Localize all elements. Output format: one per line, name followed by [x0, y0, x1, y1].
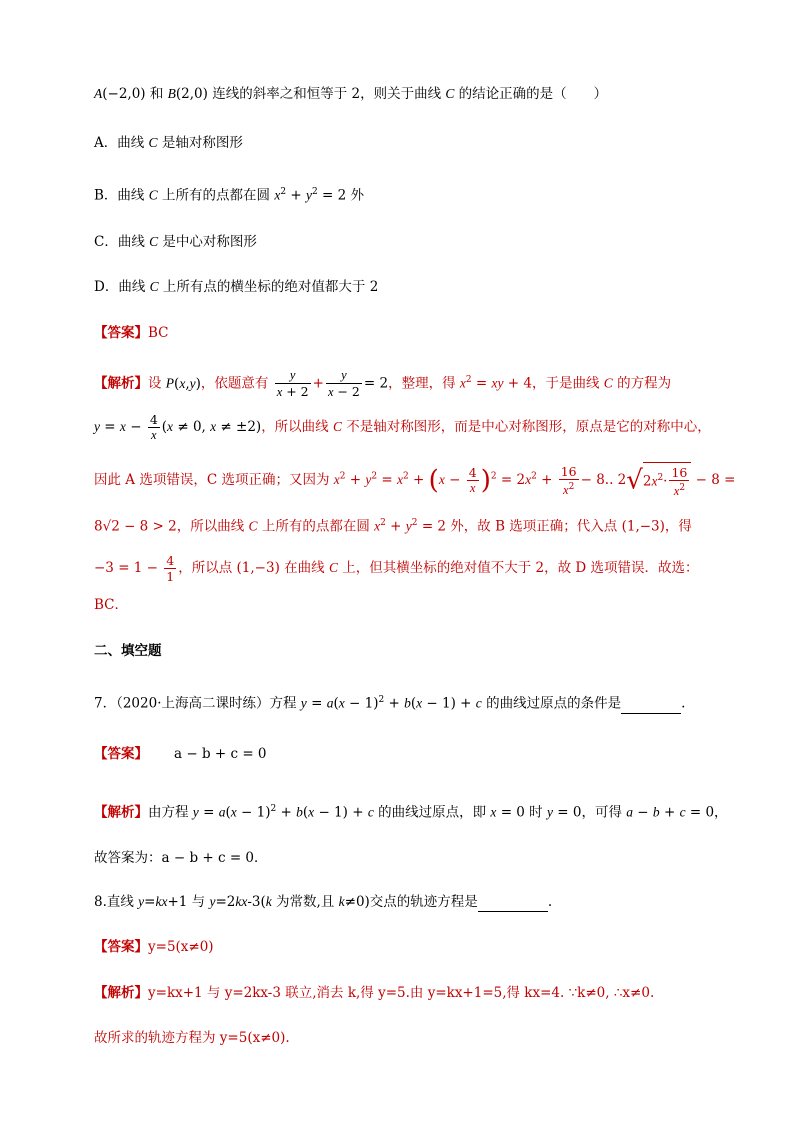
q8-stem: 8.直线 y=kx+1 与 y=2kx-3(k 为常数,且 k≠0)交点的轨迹方程是 . — [94, 894, 553, 910]
q8-blank — [478, 897, 548, 912]
q7-conclusion: 故答案为：a − b + c = 0． — [94, 850, 268, 866]
q6-stem: A(−2,0) 和 B(2,0) 连线的斜率之和恒等于 2，则关于曲线 C 的结论正确的是（ ） — [94, 86, 608, 102]
q7-blank — [621, 699, 681, 714]
q6-analysis-line3: 因此 A 选项错误，C 选项正确；又因为 $x^2 + y^2 = x^2 + (x$ − $\frac{4}{x}$ )$^2 = 2x^2$ + $\frac{16}{x^2}$ − 8.. $2√2x^2\cdot$ $\frac{16}{x^2}$ − 8 = — [94, 463, 736, 499]
q6-analysis-line6: BC． — [94, 597, 129, 613]
section-title: 二、填空题 — [94, 643, 162, 659]
q7-stem: 7．（2020·上海高二课时练）方程 $y = a(x - 1)^2 + b(x - 1) + c$ 的曲线过原点的条件是 . — [94, 695, 686, 712]
q8-analysis: 【解析】y=kx+1 与 y=2kx-3 联立,消去 k,得 y=5.由 y=kx+1=5,得 kx=4. ∵k≠0, ∴x≠0. — [94, 985, 655, 1001]
q6-analysis-line5: −3 = 1 − $\frac{4}{1}$ ，所以点 (1,−3) 在曲线 C 上，但其横坐标的绝对值不大于 2，故 D 选项错误．故选： — [94, 553, 699, 584]
q6-analysis-line1: 【解析】设 P(x,y)，依题意有 $\frac{y}{x + 2}$ + $\frac{y}{x - 2}$ = 2，整理，得 $x^2$ = xy + 4，于是曲线 C 的方程为 — [94, 368, 672, 399]
q6-answer: 【答案】BC — [94, 325, 169, 341]
q6-option-d: D．曲线 C 上所有点的横坐标的绝对值都大于 2 — [94, 279, 379, 295]
q8-conclusion: 故所求的轨迹方程为 y=5(x≠0). — [94, 1030, 290, 1046]
q6-option-b: B．曲线 C 上所有的点都在圆 $x^2 + y^2 = 2$ 外 — [94, 187, 364, 204]
q6-analysis-line2: y = x − $\frac{4}{x}$ (x ≠ 0, x ≠ ±2)，所以曲线 C 不是轴对称图形，而是中心对称图形，原点是它的对称中心， — [94, 412, 711, 442]
q6-analysis-line4: 8√2 − 8 > 2，所以曲线 C 上所有的点都在圆 $x^2 + y^2 = 2$ 外，故 B 选项正确；代入点 (1,−3)，得 — [94, 518, 692, 535]
q8-answer: 【答案】y=5(x≠0) — [94, 939, 214, 955]
q6-option-a: A．曲线 C 是轴对称图形 — [94, 135, 243, 151]
q7-answer: 【答案】 a − b + c = 0 — [94, 746, 267, 762]
q6-option-c: C．曲线 C 是中心对称图形 — [94, 234, 257, 250]
q7-analysis: 【解析】由方程 $y = a(x - 1)^2 + b(x - 1) + c$ 的曲线过原点，即 x = 0 时 y = 0，可得 a − b + c = 0， — [94, 804, 728, 821]
